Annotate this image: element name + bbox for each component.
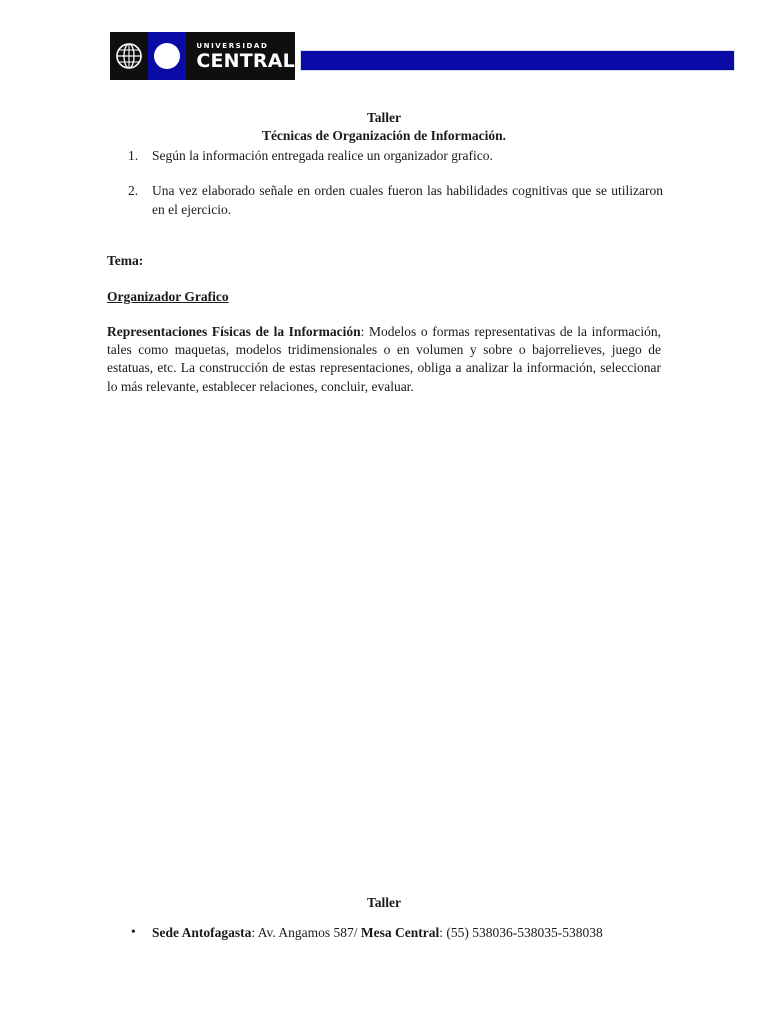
instruction-number: 2. bbox=[128, 183, 139, 198]
tema-label: Tema: bbox=[107, 253, 144, 268]
header-accent-bar bbox=[301, 51, 734, 70]
logo-wordmark bbox=[186, 32, 295, 80]
paragraph-body: : Modelos o formas representativas de la información, tales como maquetas, modelos tridimensionales o en volumen y sobre o bajorrelieves, juego de estatuas, etc. La construcción de estas representaciones, obliga a analizar la información, seleccionar lo más relevante, establecer relaciones, concluir, evaluar. bbox=[107, 324, 661, 394]
footer-title: Taller bbox=[366, 895, 401, 910]
instruction-text: Una vez elaborado señale en orden cuales fueron las habilidades cognitivas que se utilizaron en el ejercicio. bbox=[152, 183, 663, 217]
mesa-label: Mesa Central bbox=[360, 925, 440, 940]
logo-top-text: UNIVERSIDAD bbox=[196, 41, 269, 50]
globe-icon bbox=[110, 32, 148, 80]
mesa-phones: : (55) 538036-538035-538038 bbox=[439, 925, 603, 940]
instruction-item bbox=[107, 146, 663, 165]
body-paragraph bbox=[107, 323, 661, 396]
university-logo bbox=[110, 32, 295, 80]
sede-address: : Av. Angamos 587/ bbox=[251, 925, 361, 940]
section-subheading: Organizador Grafico bbox=[107, 289, 229, 304]
logo-main-text: CENTRAL bbox=[196, 49, 295, 72]
sede-label: Sede Antofagasta bbox=[152, 925, 252, 940]
logo-dot bbox=[154, 43, 180, 69]
doc-subtitle: Técnicas de Organización de Información. bbox=[261, 128, 507, 143]
instruction-number: 1. bbox=[128, 148, 139, 163]
footer-contact-item bbox=[131, 925, 603, 941]
bullet-icon: • bbox=[131, 924, 136, 939]
logo-circle-mark bbox=[148, 32, 186, 80]
doc-title: Taller bbox=[366, 110, 401, 125]
instruction-text: Según la información entregada realice un organizador grafico. bbox=[152, 148, 493, 163]
instruction-item bbox=[107, 181, 663, 219]
paragraph-lead: Representaciones Físicas de la Información bbox=[107, 324, 361, 339]
